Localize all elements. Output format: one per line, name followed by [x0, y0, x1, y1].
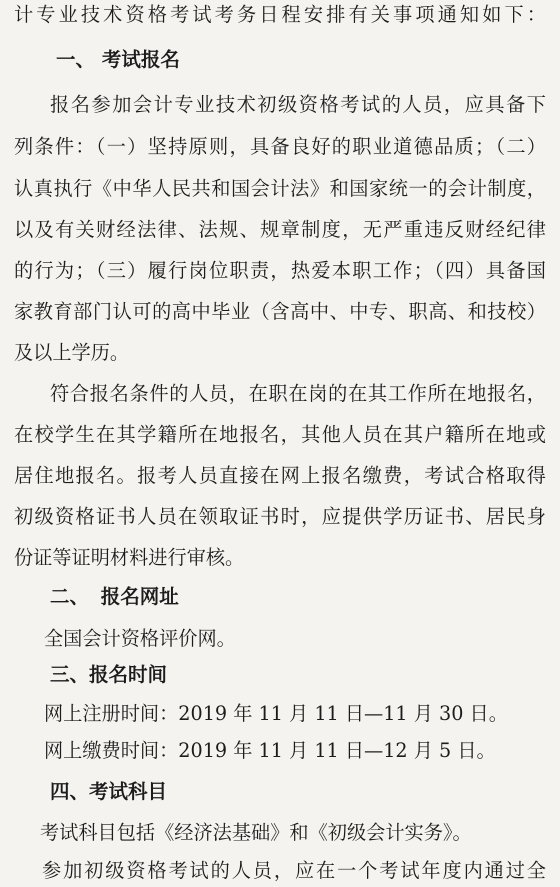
paragraph-line: 居住地报名。报考人员直接在网上报名缴费，考试合格取得	[14, 464, 546, 487]
paragraph-line: 及以上学历。	[14, 341, 130, 364]
paragraph-line: 以及有关财经法律、法规、规章制度，无严重违反财经纪律	[14, 218, 546, 241]
section-title: 考试科目	[89, 780, 168, 803]
paragraph-line: 网上注册时间：2019 年 11 月 11 日—11 月 30 日。	[44, 702, 508, 725]
section-number: 二、	[50, 585, 90, 608]
paragraph-line: 全国会计资格评价网。	[44, 627, 236, 650]
section-title: 报名时间	[89, 663, 168, 686]
section-number: 四、	[50, 780, 90, 803]
section-title: 报名网址	[100, 585, 179, 608]
section-number: 一、	[56, 48, 96, 71]
section-heading-4	[50, 779, 546, 805]
paragraph-line: 认真执行《中华人民共和国会计法》和国家统一的会计制度，	[14, 177, 546, 200]
section-title: 考试报名	[101, 48, 180, 71]
paragraph-line: 在校学生在其学籍所在地报名，其他人员在其户籍所在地或	[14, 423, 546, 446]
paragraph-line: 的行为；（三）履行岗位职责，热爱本职工作；（四）具备国	[14, 259, 546, 282]
paragraph-line: 列条件：（一）坚持原则，具备良好的职业道德品质；（二）	[14, 135, 546, 158]
paragraph-line: 网上缴费时间：2019 年 11 月 11 日—12 月 5 日。	[44, 739, 496, 762]
intro-line: 计专业技术资格考试考务日程安排有关事项通知如下：	[14, 3, 546, 26]
section-heading-3	[50, 662, 546, 688]
paragraph-line: 家教育部门认可的高中毕业（含高中、中专、职高、和技校）	[14, 300, 546, 323]
paragraph-line: 参加初级资格考试的人员，应在一个考试年度内通过全	[42, 859, 546, 882]
section-heading-1	[56, 47, 546, 73]
paragraph-line: 考试科目包括《经济法基础》和《初级会计实务》。	[40, 821, 472, 844]
paragraph-line: 份证等证明材料进行审核。	[14, 546, 245, 569]
section-heading-2	[50, 584, 546, 610]
paragraph-line: 报名参加会计专业技术初级资格考试的人员，应具备下	[50, 93, 546, 116]
section-number: 三、	[50, 663, 90, 686]
paragraph-line: 符合报名条件的人员，在职在岗的在其工作所在地报名，	[50, 382, 546, 405]
paragraph-line: 初级资格证书人员在领取证书时，应提供学历证书、居民身	[14, 505, 546, 528]
